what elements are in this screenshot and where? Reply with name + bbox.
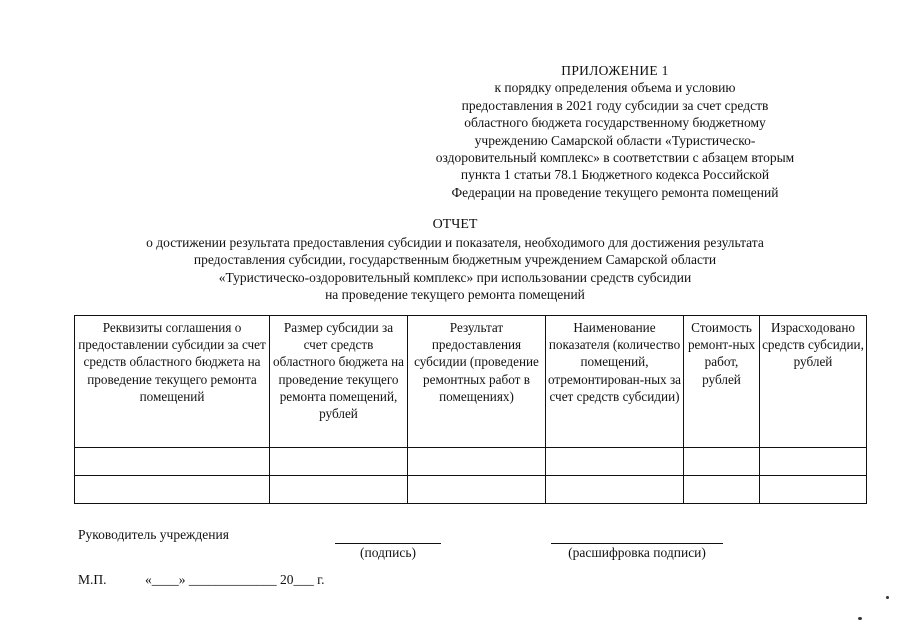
signature-caption: (подпись) (359, 545, 417, 560)
scan-speck (886, 596, 889, 599)
header-agreement-details: Реквизиты соглашения о предоставлении субсидии за счет средств областного бюджета на проведение текущего ремонта помещений (75, 316, 270, 448)
table-cell[interactable] (408, 476, 546, 504)
report-subtitle-line: о достижении результата предоставления субсидии и показателя, необходимого для достижения результата (146, 234, 764, 250)
appendix-title: ПРИЛОЖЕНИЕ 1 (561, 63, 669, 78)
signature-decoding-line[interactable] (551, 528, 723, 544)
table-cell[interactable] (75, 448, 270, 476)
table-cell[interactable] (270, 448, 408, 476)
appendix-line: оздоровительный комплекс» в соответствии с абзацем вторым (435, 150, 795, 166)
table-cell[interactable] (546, 476, 684, 504)
stamp-place-label: М.П. (78, 572, 107, 587)
table-cell[interactable] (546, 448, 684, 476)
head-of-institution-label: Руководитель учреждения (78, 527, 229, 542)
report-subtitle-line: предоставления субсидии, государственным бюджетным учреждением Самарской области (193, 252, 717, 268)
table-cell[interactable] (684, 448, 760, 476)
appendix-line: областного бюджета государственному бюджетному (464, 115, 766, 131)
header-subsidy-amount: Размер субсидии за счет средств областного бюджета на проведение текущего ремонта помещений, рублей (270, 316, 408, 448)
table-row (75, 448, 867, 476)
header-indicator-name: Наименование показателя (количество помещений, отремонтирован-ных за счет средств субсидии) (546, 316, 684, 448)
table-cell[interactable] (760, 476, 867, 504)
header-repair-cost: Стоимость ремонт-ных работ, рублей (684, 316, 760, 448)
report-subtitle-line: на проведение текущего ремонта помещений (325, 287, 585, 303)
appendix-line: Федерации на проведение текущего ремонта помещений (451, 184, 779, 200)
table-cell[interactable] (75, 476, 270, 504)
table-cell[interactable] (270, 476, 408, 504)
scan-speck (858, 617, 862, 620)
signature-decoding-caption: (расшифровка подписи) (568, 545, 706, 560)
appendix-block (405, 62, 825, 201)
signature-line[interactable] (335, 528, 441, 544)
table-cell[interactable] (760, 448, 867, 476)
report-title: ОТЧЕТ (432, 217, 478, 232)
appendix-line: предоставления в 2021 году субсидии за счет средств (461, 97, 769, 113)
appendix-line: к порядку определения объема и условию (494, 80, 736, 96)
table-header-row (75, 316, 867, 448)
date-field[interactable]: «____» _____________ 20___ г. (145, 572, 325, 587)
table-cell[interactable] (684, 476, 760, 504)
header-spent-funds: Израсходовано средств субсидии, рублей (760, 316, 867, 448)
report-table (74, 315, 867, 504)
appendix-line: пункта 1 статьи 78.1 Бюджетного кодекса Российской (460, 167, 770, 183)
table-cell[interactable] (408, 448, 546, 476)
report-subtitle-line: «Туристическо-оздоровительный комплекс» при использовании средств субсидии (218, 269, 692, 285)
header-subsidy-result: Результат предоставления субсидии (проведение ремонтных работ в помещениях) (408, 316, 546, 448)
appendix-line: учреждению Самарской области «Туристическо- (474, 132, 756, 148)
table-row (75, 476, 867, 504)
report-heading (60, 216, 850, 304)
